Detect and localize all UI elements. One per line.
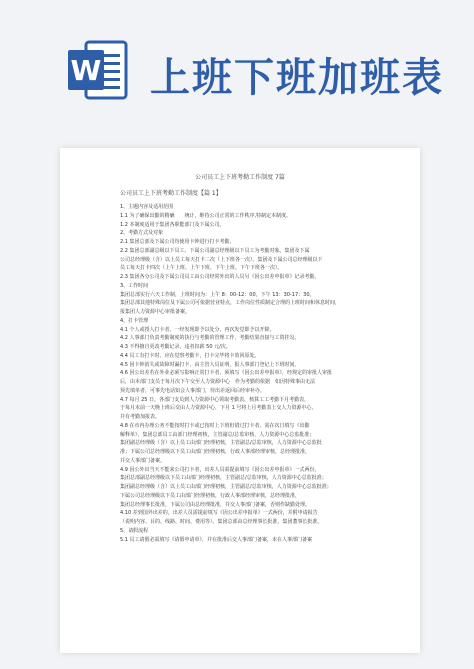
document-line: 集团总部其他特殊岗位及下属公司可依据营业特点，工作岗位性质制定合理的上班时间和休息时间， bbox=[120, 300, 341, 307]
word-document-icon bbox=[66, 38, 130, 102]
document-line: 5.1 员工请假必需填写《请假申请单》，并在批准后交人事部门备案，未在人事部门备案 bbox=[120, 536, 313, 543]
section-heading: 公司员工上下班考勤工作制度【篇 1】 bbox=[120, 190, 222, 197]
document-line: 3、工作时间 bbox=[120, 282, 149, 289]
document-line: 集团副总经理级（含）以上员工由部门经理初核，主管副总/总监审核，人力资源中心总监批准； bbox=[120, 484, 332, 490]
document-line: 集团副总经理级（含）以上员工由部门经理初核，主管副总/总监审核，人力资源中心总监批 bbox=[120, 440, 322, 447]
document-line: 1.1 为了确保出勤的精确 统计，维持公司正常的工作秩序,特制定本制度。 bbox=[120, 212, 292, 219]
document-line: 4.2 人事部门负责考勤制度的执行与考勤的管理工作，考勤结果直接与工资挂勾。 bbox=[120, 335, 300, 342]
document-line: 集团总部副总经理级以下员工由部门经理初核，主管副总/总监审核，人力资源中心总监批准； bbox=[120, 475, 327, 482]
document-line: 4.9 因公外出当天不能来公司打卡者，出差人员需提前填写《因公出差申报单》一式两份， bbox=[120, 466, 320, 473]
document-line: 下属公司总经理级以下员工由部门经理初核，行政人事部经理审核，总经理批准， bbox=[120, 492, 301, 499]
document-line: 准；下属公司总经理级以下员工由部门经理初核，行政人事部经理审核，总经理批准， bbox=[120, 449, 311, 455]
document-line: 2.3 集团各分公司及下属公司员工由公司经常外出的人员另《因公出差申报单》记录考勤。 bbox=[120, 274, 320, 280]
document-line: 后，由本部门支员于每月次下午交至人力资源中心 作为考勤的依据 如因特殊事由无法 bbox=[120, 379, 316, 385]
document-body bbox=[120, 203, 395, 544]
document-line: 集团总部实行六天工作制，上班时间为：上午 8：00-12：00，下午 13：30-17：30。 bbox=[120, 291, 315, 298]
document-line: 4.3 不得擅自更改考勤记录，违者扣薪 50 元/次。 bbox=[120, 344, 231, 350]
document-line: 4.8 在市内办理公务不能按时打卡或已按时上下班但错过打卡者，需在次日填写《出勤 bbox=[120, 422, 310, 429]
document-heading: 公司员工上下班考勤工作制度 7篇 bbox=[195, 174, 285, 181]
document-line: 于每月末前一天晚上班后交由人力资源中心，下月 1 号将上月考勤表上交人力资源中心， bbox=[120, 405, 317, 412]
word-icon-letter: W bbox=[70, 54, 102, 87]
document-line: 4.4 员工有打卡时，应在觉察考勤卡，打卡完毕将卡放回原处。 bbox=[120, 352, 260, 359]
document-line: 并有考勤加报表。 bbox=[120, 414, 161, 420]
title-banner bbox=[0, 0, 474, 118]
document-line: 解释单》，集团总部员工由部门经理初核，主管副总/总监审核，人力资源中心总监批准； bbox=[120, 431, 315, 438]
document-line: 公司总经理级（含）以上员工每天打卡二次（上下班各一次）。集团及下属公司总经理级以下 bbox=[120, 256, 323, 263]
document-line: 4.7 每月 25 日，各部门支员到人力资源中心领取考勤表，核算工工考勤下月考勤表， bbox=[120, 396, 310, 403]
banner-title: 上班下班加班表 bbox=[150, 55, 444, 101]
document-line: 预先填单者，可事先电话知会人事部门，待出差返回后经审补办。 bbox=[120, 387, 266, 394]
document-line: 集团总经理事长批准，下属公司由总经理批准，并交人事部门备案，否则作缺勤处理。 bbox=[120, 501, 311, 508]
document-line: 4.10 差到国外出差的，出差人员需提前填写《因公出差申报单》一式两份，并附申请报告 bbox=[120, 510, 318, 517]
document-line: 2.1 集团总部及下属公司均使用卡钟进行打卡考勤。 bbox=[120, 239, 235, 245]
document-line: 4.1 个人或授人打卡者，一经发现即予以处分，再次发觉即予以开除。 bbox=[120, 326, 275, 333]
document-line: 员工每天打卡四次（上午上班、上午下班、下午上班、下午下班各一次）。 bbox=[120, 265, 283, 272]
document-line: 4.5 因卡钟消失或故障时漏打卡，由主管人员证明，报人事部门登记上下班时间。 bbox=[120, 361, 300, 368]
document-line: 5、请假流程 bbox=[120, 527, 149, 534]
document-line: 1.2 本制度适用于集团各职能部门及下属公司。 bbox=[120, 221, 225, 228]
document-line: 并交人事部门备案。 bbox=[120, 457, 166, 464]
document-line: 2.2 集团总部副总级以下员工、下属公司副总经理级以下员工为考勤对象。集团及下属 bbox=[120, 247, 310, 254]
document-line: 4、打卡管理 bbox=[120, 317, 149, 324]
document-line: 2、考勤方式及对象 bbox=[120, 230, 164, 237]
document-line: 1、主题内容及适用范围 bbox=[120, 204, 174, 210]
document-page bbox=[60, 148, 420, 653]
document-line: （说明内容、目的、线路、时间、费用等）。集团总部由总经理事长批准，集团董事长批准。 bbox=[120, 519, 323, 525]
document-line: 报集团人力资源中心审批备案。 bbox=[120, 309, 191, 315]
document-line: 4.6 因公出差若在外业必须写影响正常打卡者，须填写《因公出差申报单》，经规定的审批人审批 bbox=[120, 370, 333, 377]
